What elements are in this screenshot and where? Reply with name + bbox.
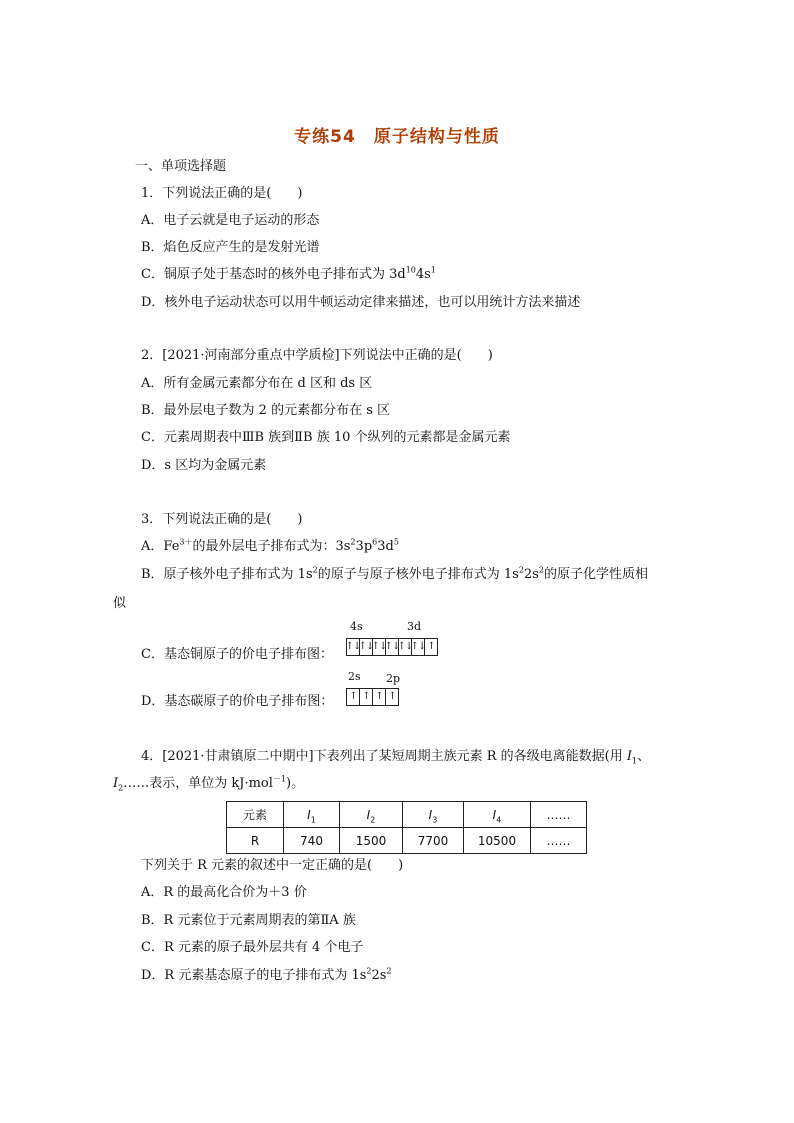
table-row	[227, 828, 587, 854]
q3-option-c: C．基态铜原子的价电子排布图：	[141, 647, 333, 662]
orbital-label-2s: 2s	[348, 670, 361, 683]
q4-option-c: C．R 元素的原子最外层共有 4 个电子	[141, 940, 364, 955]
orbital-label-2p: 2p	[386, 672, 401, 685]
q2-option-b: B．最外层电子数为 2 的元素都分布在 s 区	[141, 403, 391, 418]
q2-option-a: A．所有金属元素都分布在 d 区和 ds 区	[141, 376, 373, 391]
orbital-box: ↑↓	[347, 639, 360, 655]
orbital-box: ↑	[373, 689, 386, 705]
table-header-cell: 元素	[227, 802, 284, 828]
orbital-boxes-c	[346, 688, 399, 706]
q4-option-a: A．R 的最高化合价为＋3 价	[141, 885, 307, 900]
q3-option-b-continued: 似	[113, 596, 127, 611]
table-cell: 10500	[464, 828, 531, 854]
orbital-box: ↑↓	[386, 639, 399, 655]
q1-stem: 1．下列说法正确的是( )	[141, 186, 303, 201]
q1-option-d: D．核外电子运动状态可以用牛顿运动定律来描述，也可以用统计方法来描述	[141, 295, 581, 310]
orbital-box: ↑↓	[412, 639, 425, 655]
table-cell: R	[227, 828, 284, 854]
table-cell: 1500	[340, 828, 403, 854]
q3-option-d: D．基态碳原子的价电子排布图：	[141, 694, 334, 709]
orbital-label-4s: 4s	[350, 620, 363, 633]
table-header-cell: $I_1$	[284, 802, 340, 828]
page-title: 专练54 原子结构与性质	[294, 127, 500, 147]
orbital-box: ↑↓	[399, 639, 412, 655]
table-header-cell: $I_4$	[464, 802, 531, 828]
orbital-boxes-cu	[346, 638, 438, 656]
orbital-box: ↑↓	[360, 639, 373, 655]
q4-stem: 4．[2021·甘肃镇原二中期中]下表列出了某短周期主族元素 R 的各级电离能数据(用 $I_1$、 $I_2\dots\dots$表示，单位为 kJ·mol$^{-1}$)。	[113, 749, 651, 793]
q3-option-b: B．原子核外电子排布式为 $1s^2$的原子与原子核外电子排布式为 $1s^22s^2$的原子化学性质相	[141, 565, 648, 582]
table-cell: ……	[531, 828, 587, 854]
ionization-energy-table	[226, 801, 587, 854]
section-heading: 一、单项选择题	[135, 159, 227, 174]
q3-option-a: A．$Fe^{3+}$的最外层电子排布式为：$3s^23p^63d^5$	[141, 537, 399, 554]
q3-stem: 3．下列说法正确的是( )	[141, 512, 303, 527]
orbital-box: ↑	[360, 689, 373, 705]
table-header-cell: $I_3$	[403, 802, 464, 828]
orbital-box: ↑	[388, 691, 396, 702]
q4-option-d: D．R 元素基态原子的电子排布式为 $1s^22s^2$	[141, 966, 392, 983]
table-header-cell: ……	[531, 802, 587, 828]
table-cell: 7700	[403, 828, 464, 854]
table-header-row	[227, 802, 587, 828]
q1-option-a: A．电子云就是电子运动的形态	[141, 213, 320, 228]
q2-option-c: C．元素周期表中ⅢB 族到ⅡB 族 10 个纵列的元素都是金属元素	[141, 430, 511, 445]
orbital-box: ↑	[427, 641, 435, 652]
orbital-box: ↑	[347, 689, 360, 705]
q2-stem: 2．[2021·河南部分重点中学质检]下列说法中正确的是( )	[141, 348, 493, 363]
q4-question: 下列关于 R 元素的叙述中一定正确的是( )	[141, 858, 404, 873]
q1-option-c: C．铜原子处于基态时的核外电子排布式为 $3d^{10}4s^1$	[141, 265, 436, 282]
q2-option-d: D．s 区均为金属元素	[141, 458, 267, 473]
orbital-label-3d: 3d	[407, 620, 422, 633]
table-header-cell: $I_2$	[340, 802, 403, 828]
orbital-box: ↑↓	[373, 639, 386, 655]
q1-option-b: B．焰色反应产生的是发射光谱	[141, 240, 320, 255]
q4-option-b: B．R 元素位于元素周期表的第ⅡA 族	[141, 913, 356, 928]
table-cell: 740	[284, 828, 340, 854]
